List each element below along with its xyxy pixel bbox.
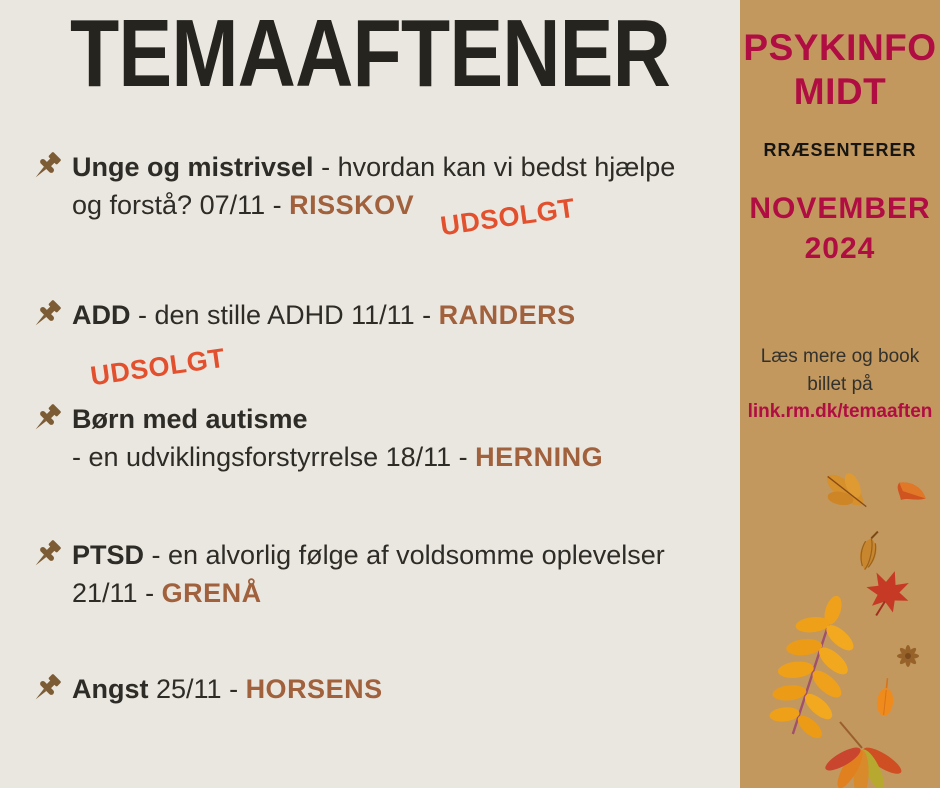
soldout-stamp: UDSOLGT (88, 342, 227, 392)
event-item-angst (28, 670, 718, 708)
event-date: 25/11 - (148, 674, 246, 704)
event-city: GRENÅ (161, 578, 262, 608)
pushpin-icon (28, 149, 64, 185)
oak-leaf (815, 460, 879, 523)
event-item-add (28, 296, 718, 392)
event-name: Angst (72, 674, 149, 704)
booking-line2: billet på (807, 374, 873, 395)
event-name: PTSD (72, 540, 145, 570)
event-city: RANDERS (438, 300, 576, 330)
event-city: HORSENS (245, 674, 383, 704)
event-city: RISSKOV (289, 190, 415, 220)
small-leaf (876, 677, 896, 716)
booking-text (740, 343, 940, 399)
brand-title (740, 26, 940, 114)
month-line1: NOVEMBER (749, 192, 931, 225)
brand-line1: PSYKINFO (743, 27, 937, 68)
star-anise (897, 645, 919, 667)
sidebar (740, 0, 940, 788)
pushpin-icon (28, 401, 64, 437)
physalis-husk (857, 529, 881, 571)
presents-label: RRÆSENTERER (763, 140, 917, 160)
event-date: 21/11 - (72, 578, 162, 608)
creeper-leaf (822, 722, 904, 788)
event-text (72, 148, 718, 242)
event-text (72, 400, 718, 476)
maple-leaf (859, 564, 916, 623)
pushpin-icon (28, 297, 64, 333)
event-text (72, 296, 718, 392)
page-title: TEMAAFTENER (69, 0, 670, 107)
soldout-stamp: UDSOLGT (438, 192, 578, 242)
event-name: ADD (72, 300, 131, 330)
event-item-unge-og-mistrivsel (28, 148, 718, 242)
autumn-leaves-decoration (740, 430, 940, 788)
pushpin-icon (28, 671, 64, 707)
event-description: - en alvorlig følge af voldsomme oplevelser (144, 540, 665, 570)
pushpin-icon (28, 537, 64, 573)
booking-link[interactable]: link.rm.dk/temaaften (747, 401, 933, 422)
event-name: Unge og mistrivsel (72, 152, 314, 182)
leaf-fragment (894, 480, 929, 507)
event-description: - en udviklingsforstyrrelse 18/11 - (72, 442, 476, 472)
event-item-born-med-autisme (28, 400, 718, 476)
event-date: og forstå? 07/11 - (72, 190, 290, 220)
month-line2: 2024 (804, 232, 876, 265)
event-name: Børn med autisme (72, 404, 308, 434)
event-text (72, 670, 718, 708)
event-text (72, 536, 718, 612)
event-description: - den stille ADHD 11/11 - (130, 300, 439, 330)
rowan-leaf (758, 585, 873, 746)
booking-line1: Læs mere og book (760, 346, 920, 367)
event-item-ptsd (28, 536, 718, 612)
brand-line2: MIDT (793, 71, 887, 112)
month-title (740, 189, 940, 269)
event-description: - hvordan kan vi bedst hjælpe (313, 152, 676, 182)
event-city: HERNING (475, 442, 604, 472)
